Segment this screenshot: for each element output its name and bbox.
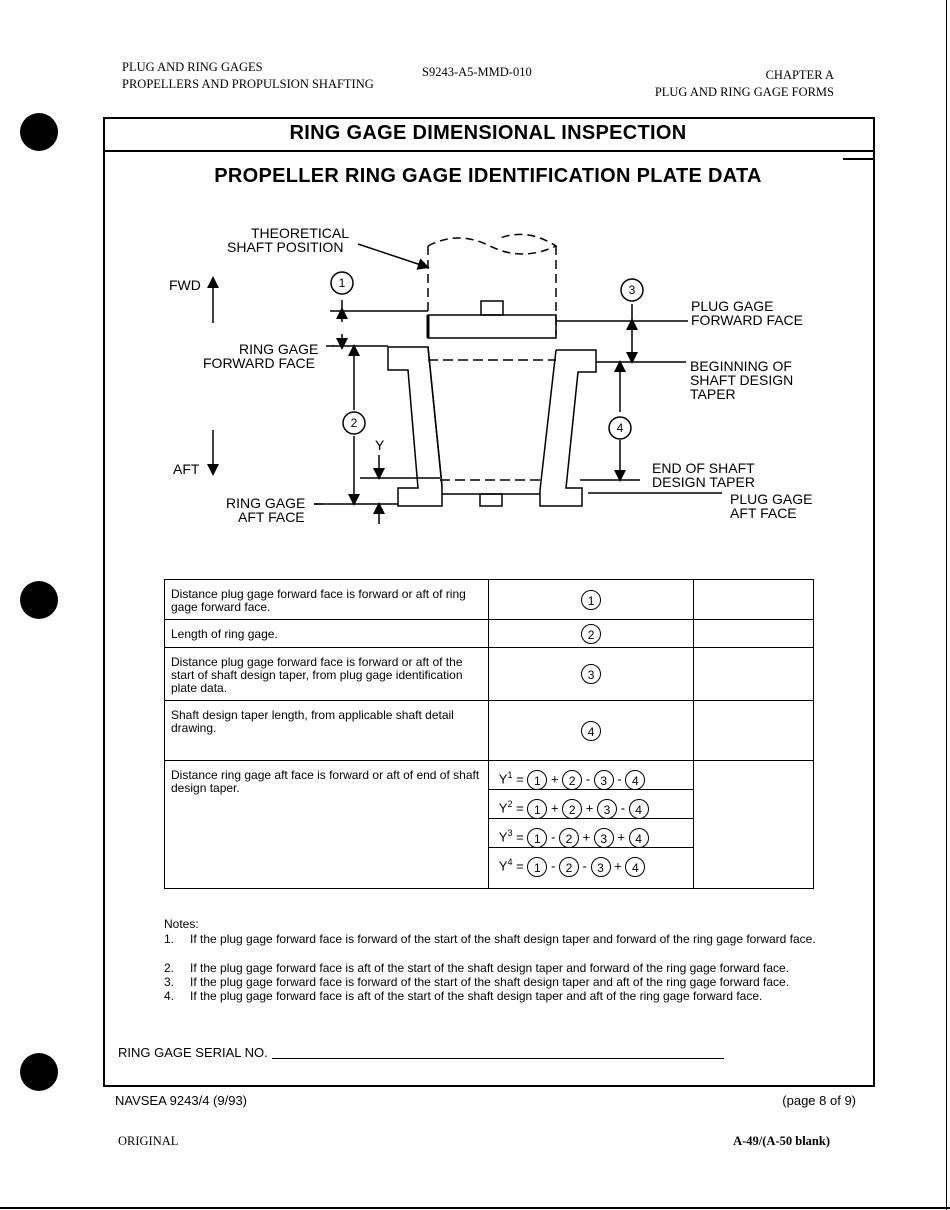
- formula-operator: +: [550, 771, 559, 787]
- plug-lug-bottom: [480, 494, 502, 506]
- formula-operator: +: [585, 800, 594, 816]
- lbl-ring-gage-fwd-2: FORWARD FACE: [203, 355, 316, 371]
- value-cell[interactable]: [694, 761, 814, 889]
- row-desc: Distance ring gage aft face is forward or aft of end of shaft design taper.: [165, 761, 489, 889]
- form-subtitle: PROPELLER RING GAGE IDENTIFICATION PLATE DATA: [214, 165, 762, 187]
- dim-1-label: 1: [338, 276, 346, 290]
- plug-top-band: [428, 315, 556, 338]
- note-item: [164, 961, 864, 975]
- formula-operator: +: [582, 829, 591, 845]
- note-item: [164, 932, 864, 960]
- table-row: [165, 701, 814, 761]
- formula-operator: +: [614, 858, 622, 874]
- scan-edge-bottom: [0, 1207, 950, 1209]
- note-number: 2.: [164, 961, 175, 975]
- row-ref: [488, 620, 694, 648]
- formula-circle-1: 1: [527, 770, 547, 790]
- lbl-theoretical: THEORETICAL: [251, 225, 350, 241]
- lbl-begin-3: TAPER: [690, 386, 736, 402]
- circle-1: 1: [581, 590, 601, 610]
- row-ref: [488, 648, 694, 701]
- formula-operator: -: [620, 800, 625, 816]
- formula-operator: +: [550, 800, 559, 816]
- footer-right: A-49/(A-50 blank): [733, 1134, 830, 1148]
- gage-diagram: [0, 0, 950, 560]
- circle-2: 2: [581, 624, 601, 644]
- circle-3: 3: [581, 664, 601, 684]
- formula-sup: 3: [507, 828, 513, 838]
- formula-y: Y: [498, 829, 508, 845]
- value-cell[interactable]: [694, 648, 814, 701]
- row-desc: Shaft design taper length, from applicable shaft detail drawing.: [165, 701, 489, 761]
- notes: [164, 917, 864, 1017]
- header-right-line2: PLUG AND RING GAGE FORMS: [654, 85, 834, 99]
- note-number: 3.: [164, 975, 175, 989]
- value-cell[interactable]: [694, 580, 814, 620]
- note-number: 1.: [164, 932, 175, 946]
- doc-number: S9243-A5-MMD-010: [422, 65, 532, 79]
- lbl-ring-gage-fwd-1: RING GAGE: [239, 341, 319, 357]
- formula-row: [489, 848, 694, 876]
- note-item: [164, 989, 864, 1003]
- formula-circle-2: 2: [562, 770, 582, 790]
- formula-operator: -: [550, 858, 556, 874]
- formula-circle-3: 3: [594, 770, 614, 790]
- note-text: If the plug gage forward face is forward of the start of the shaft design taper and aft of the ring gage forward face.: [190, 975, 790, 989]
- formula-row: [489, 790, 694, 819]
- table-row: [165, 620, 814, 648]
- value-cell[interactable]: [694, 701, 814, 761]
- lbl-plug-aft-1: PLUG GAGE: [730, 491, 813, 507]
- formula-operator: -: [585, 771, 591, 787]
- note-text: If the plug gage forward face is aft of the start of the shaft design taper and aft of the ring gage forward face.: [190, 989, 763, 1003]
- form-title: RING GAGE DIMENSIONAL INSPECTION: [289, 122, 687, 144]
- lbl-aft: AFT: [173, 461, 200, 477]
- row-ref: [488, 701, 694, 761]
- formula-operator: -: [617, 771, 622, 787]
- punch-hole: [20, 581, 58, 619]
- row-desc: Length of ring gage.: [165, 620, 489, 648]
- formula-circle-4: 4: [629, 799, 649, 819]
- formula-circle-1: 1: [527, 828, 547, 848]
- formula-circle-3: 3: [597, 799, 617, 819]
- formula-sup: 2: [507, 799, 513, 809]
- formula-circle-1: 1: [527, 799, 547, 819]
- form-number: NAVSEA 9243/4 (9/93): [115, 1093, 248, 1108]
- footer-left: ORIGINAL: [118, 1134, 179, 1148]
- lbl-end-2: DESIGN TAPER: [652, 474, 755, 490]
- note-item: [164, 975, 864, 989]
- row-ref: [488, 580, 694, 620]
- serial-label: RING GAGE SERIAL NO.: [118, 1045, 268, 1060]
- lbl-end-1: END OF SHAFT: [652, 460, 755, 476]
- note-number: 4.: [164, 989, 175, 1003]
- formula-circle-3: 3: [594, 828, 614, 848]
- formula-equals: =: [516, 800, 524, 816]
- notes-heading: Notes:: [164, 917, 199, 931]
- plug-lug-top: [481, 301, 503, 315]
- formula-circle-4: 4: [625, 770, 645, 790]
- formula-equals: =: [516, 771, 524, 787]
- row-desc: Distance plug gage forward face is forward or aft of ring gage forward face.: [165, 580, 489, 620]
- formula-sup: 4: [507, 857, 513, 867]
- header-left-line2: PROPELLERS AND PROPULSION SHAFTING: [122, 77, 374, 91]
- lbl-ring-gage-aft-1: RING GAGE: [226, 495, 306, 511]
- row-desc: Distance plug gage forward face is forward or aft of the start of shaft design taper, from plug gage identification plate data.: [165, 648, 489, 701]
- formula-y: Y: [498, 800, 508, 816]
- formula-operator: -: [582, 858, 587, 874]
- dim-4-label: 4: [616, 421, 624, 435]
- note-text: If the plug gage forward face is forward of the start of the shaft design taper and forward of the ring gage forward face.: [190, 932, 816, 946]
- value-cell[interactable]: [694, 620, 814, 648]
- lbl-shaft-position: SHAFT POSITION: [227, 239, 344, 255]
- circle-4: 4: [581, 721, 601, 741]
- inspection-table: [164, 579, 814, 889]
- lbl-fwd: FWD: [169, 277, 201, 293]
- ring-gage-left: [388, 347, 442, 506]
- lbl-plug-aft-2: AFT FACE: [730, 505, 797, 521]
- lbl-y: Y: [375, 437, 385, 453]
- formula-circle-2: 2: [562, 799, 582, 819]
- dim-2-label: 2: [350, 416, 358, 430]
- lbl-ring-gage-aft-2: AFT FACE: [238, 509, 305, 525]
- shaft-top: [428, 234, 556, 254]
- formula-row: [489, 819, 694, 848]
- lbl-begin-2: SHAFT DESIGN: [690, 372, 794, 388]
- table-row: [165, 580, 814, 620]
- formula-equals: =: [516, 858, 524, 874]
- formula-equals: =: [516, 829, 524, 845]
- scan-edge-right: [946, 0, 947, 1210]
- formula-circle-4: 4: [629, 828, 649, 848]
- punch-hole: [20, 1053, 58, 1091]
- formula-sup: 1: [507, 770, 513, 780]
- ring-gage-right: [540, 350, 596, 506]
- shaft-outline: [428, 246, 556, 335]
- lbl-plug-fwd-1: PLUG GAGE: [691, 298, 774, 314]
- formula-operator: +: [617, 829, 625, 845]
- header-right-line1: CHAPTER A: [765, 68, 834, 82]
- lbl-begin-1: BEGINNING OF: [690, 358, 792, 374]
- formula-circle-1: 1: [527, 857, 547, 877]
- formula-operator: -: [550, 829, 556, 845]
- formula-cell: [488, 761, 694, 889]
- formula-y: Y: [498, 858, 508, 874]
- page-of: (page 8 of 9): [782, 1093, 856, 1108]
- table-row: [165, 648, 814, 701]
- formula-circle-2: 2: [559, 857, 579, 877]
- theoretical-leader: [358, 244, 424, 266]
- formula-circle-3: 3: [591, 857, 611, 877]
- lbl-plug-fwd-2: FORWARD FACE: [691, 312, 804, 328]
- table-row: [165, 761, 814, 889]
- serial-input-line[interactable]: [272, 1058, 724, 1059]
- formula-row: [489, 761, 694, 790]
- note-text: If the plug gage forward face is aft of the start of the shaft design taper and forward of the ring gage forward face.: [190, 961, 790, 975]
- header-left-line1: PLUG AND RING GAGES: [122, 60, 263, 74]
- formula-circle-2: 2: [559, 828, 579, 848]
- formula-circle-4: 4: [625, 857, 645, 877]
- formula-y: Y: [498, 771, 508, 787]
- dim-3-label: 3: [628, 283, 636, 297]
